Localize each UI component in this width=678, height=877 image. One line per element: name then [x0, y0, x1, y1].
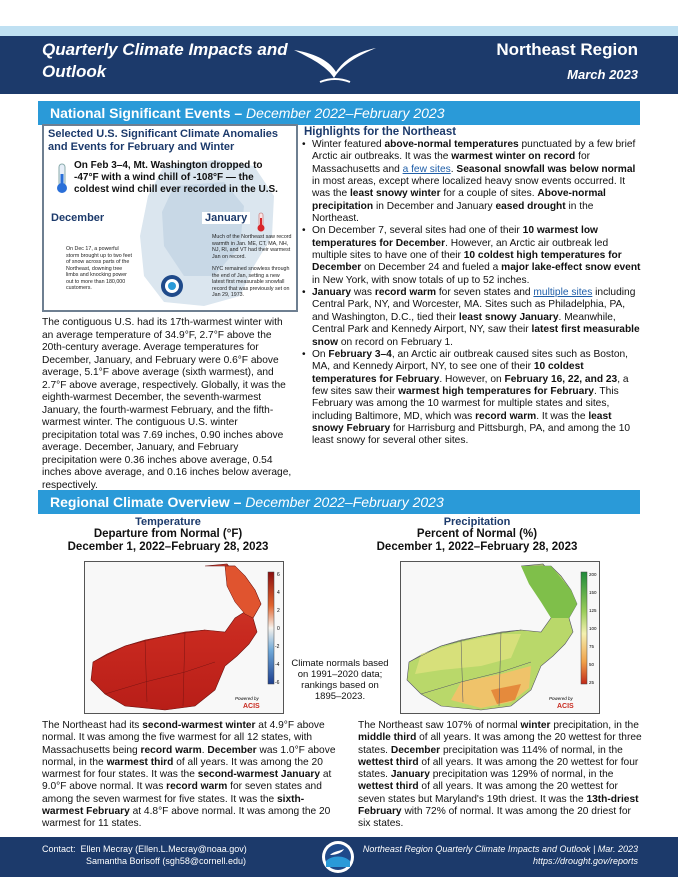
multiple-sites-link[interactable]: multiple sites: [533, 287, 593, 299]
footer: [0, 837, 678, 877]
precip-scale-label: 200: [589, 572, 597, 577]
contact-label: Contact:: [42, 844, 76, 854]
anomaly-title-line1: Selected U.S. Significant Climate Anomalies: [48, 128, 279, 140]
temperature-map-graphic: [85, 562, 283, 713]
temperature-map-title: [42, 516, 294, 554]
temperature-summary: The Northeast had its second-warmest winter at 4.9°F above normal. It was among the five warmest for all 12 states, with Massachusetts being record warm. December was 1.0°F above normal, in the warmest third of all years. It was among the 20 warmest for four states. It was the second-warmest January at 9.0°F above normal. It was record warm for seven states and among the seven warmest for five states. It was the sixth-warmest February at 4.8°F above normal. It was among the 20 warmest for 11 states.: [42, 720, 336, 830]
precipitation-summary: The Northeast saw 107% of normal winter precipitation, in the middle third of all years. It was among the 20 wettest for three states. December precipitation was 114% of normal, in the wettest third of all years. It was among the 20 wettest for four states. January precipitation was 129% of normal, in the wettest third of all years. It was among the 20 wettest for seven states but Maryland's 19th driest. It was the 13th-driest February with 72% of normal. It was among the 20 driest for six states.: [358, 720, 642, 830]
top-strip: [0, 0, 678, 36]
anomaly-title-line2: and Events for February and Winter: [48, 141, 235, 153]
national-section-band: [38, 101, 640, 125]
regional-section-band: [38, 490, 640, 514]
highlights-title: Highlights for the Northeast: [304, 126, 457, 138]
precipitation-map: [400, 561, 600, 714]
precip-scale-label: 125: [589, 608, 597, 613]
temp-scale-label: -4: [275, 662, 280, 668]
powered-by-label: Powered by: [235, 696, 259, 701]
precipitation-map-title: [352, 516, 602, 554]
precipitation-map-graphic: [401, 562, 599, 713]
header: [0, 36, 678, 94]
top-light-band: [0, 26, 678, 36]
national-band-title: National Significant Events –: [50, 105, 243, 121]
noaa-seal-icon: [320, 839, 356, 875]
temperature-title-line1: Departure from Normal (°F): [93, 528, 243, 540]
january-label: January: [202, 212, 250, 224]
cold-thermometer-icon: [54, 162, 70, 194]
temp-scale-label: 0: [277, 626, 280, 632]
powered-by-label: Powered by: [549, 696, 573, 701]
temperature-section-label: Temperature: [135, 516, 201, 528]
region-name: Northeast Region: [496, 40, 638, 59]
temp-scale-label: -2: [275, 644, 280, 650]
footer-contacts: [42, 843, 247, 867]
anomaly-box-title: [48, 128, 278, 154]
precipitation-title-line2: December 1, 2022–February 28, 2023: [376, 541, 578, 553]
acis-logo: ACIS: [557, 703, 574, 710]
temp-scale-label: 2: [277, 608, 280, 614]
precip-scale-label: 150: [589, 590, 597, 595]
highlight-item: • On December 7, several sites had one of their 10 warmest low temperatures for December. However, an Arctic air outbreak led multiple sites to have one of their 10 coldest high temperatures for December on December 24 and fueled a major lake-effect snow event in New York, with snow totals of up to 52 inches.: [302, 225, 642, 287]
temp-scale-label: 4: [277, 590, 280, 596]
bird-logo-icon: [290, 38, 380, 88]
temperature-scale-bar: [268, 572, 274, 684]
regional-band-title: Regional Climate Overview –: [50, 494, 242, 510]
footer-reports-url[interactable]: https://drought.gov/reports: [532, 856, 638, 866]
highlight-item: • On February 3–4, an Arctic air outbreak caused sites such as Boston, MA, and Kennedy Airport, NY, to see one of their 10 coldest temperatures for February. However, on February 16, 22, and 23, a few sites saw their warmest high temperatures for February. This February was among the 10 warmest for multiple states and sites, including Baltimore, MD, which was record warm. It was the least snowy February for Harrisburg and Pittsburgh, PA, and among the 10 least snowy for several other sites.: [302, 349, 642, 448]
december-text: On Dec 17, a powerful storm brought up to two feet of snow across parts of the Northeast, downing tree limbs and knocking power out to more than 180,000 customers.: [66, 246, 132, 291]
footer-report-info: [363, 843, 638, 867]
highlight-item: • Winter featured above-normal temperatures punctuated by a few brief Arctic air outbreaks. It was the warmest winter on record for Massachusetts and a few sites. Seasonal snowfall was below normal in most areas, except where localized heavy snow events occurred. It was the least snowy winter for a couple of sites. Above-normal precipitation in December and January eased drought in the Northeast.: [302, 139, 642, 225]
temperature-title-line2: December 1, 2022–February 28, 2023: [67, 541, 269, 553]
precip-scale-label: 100: [589, 626, 597, 631]
precip-scale-label: 50: [589, 662, 595, 667]
footer-report-title: Northeast Region Quarterly Climate Impacts and Outlook | Mar. 2023: [362, 844, 638, 854]
mt-washington-event: On Feb 3–4, Mt. Washington dropped to -47°F with a wind chill of -108°F — the coldest wind chill ever recorded in the U.S.: [74, 160, 278, 195]
precip-scale-label: 75: [589, 644, 595, 649]
report-date: March 2023: [567, 67, 638, 82]
january-text-1: Much of the Northeast saw record warmth in Jan. ME, CT, MA, NH, NJ, RI, and VT had their warmest Jan on record.: [212, 234, 292, 260]
national-summary: The contiguous U.S. had its 17th-warmest winter with an average temperature of 34.9°F, 2.7°F above the 20th-century average. Average temperatures for December, January, and February were 0.6°F above average, 5.1°F above average (sixth warmest), and 2.7°F above average, respectively. Globally, it was the eighth-warmest December, the seventh-warmest January, the fourth-warmest February, and the fifth-warmest winter. The contiguous U.S. winter precipitation total was 7.69 inches, 0.90 inches above average. December, January, and February precipitation were 0.36 inches above average, 0.54 inches above average, and 0.16 inches below average, respectively.: [42, 317, 292, 491]
contact-ellen[interactable]: Ellen Mecray (Ellen.L.Mecray@noaa.gov): [80, 844, 247, 854]
contact-samantha[interactable]: Samantha Borisoff (sgh58@cornell.edu): [86, 856, 247, 866]
highlights-list: [302, 139, 642, 448]
normals-note: Climate normals based on 1991–2020 data; rankings based on 1895–2023.: [291, 658, 389, 702]
a-few-sites-link[interactable]: a few sites: [402, 163, 451, 175]
precipitation-scale-bar: [581, 572, 587, 684]
warm-thermometer-icon: [256, 212, 266, 232]
temp-scale-label: -6: [275, 680, 280, 686]
national-band-dates: December 2022–February 2023: [242, 105, 445, 121]
highlight-item: • January was record warm for seven states and multiple sites including Central Park, NY, and Worcester, MA. Sites such as Philadelphia, PA, and Washington, D.C., tied their least snowy January. Meanwhile, Central Park and Kennedy Airport, NY, saw their latest first measurable snow on record on February 1.: [302, 287, 642, 349]
temp-scale-label: 6: [277, 572, 280, 578]
precipitation-section-label: Precipitation: [443, 516, 511, 528]
december-label: December: [48, 212, 107, 224]
temperature-map: [84, 561, 284, 714]
january-text-2: NYC remained snowless through the end of Jan, setting a new latest first measurable snowfall record that was previously set on Jan 29, 1973.: [212, 266, 290, 298]
regional-band-dates: December 2022–February 2023: [241, 494, 444, 510]
acis-logo: ACIS: [243, 703, 260, 710]
anomaly-map-box: [42, 124, 298, 312]
precip-scale-label: 25: [589, 680, 595, 685]
precipitation-title-line1: Percent of Normal (%): [416, 528, 538, 540]
report-title: Quarterly Climate Impacts and Outlook: [42, 40, 288, 81]
